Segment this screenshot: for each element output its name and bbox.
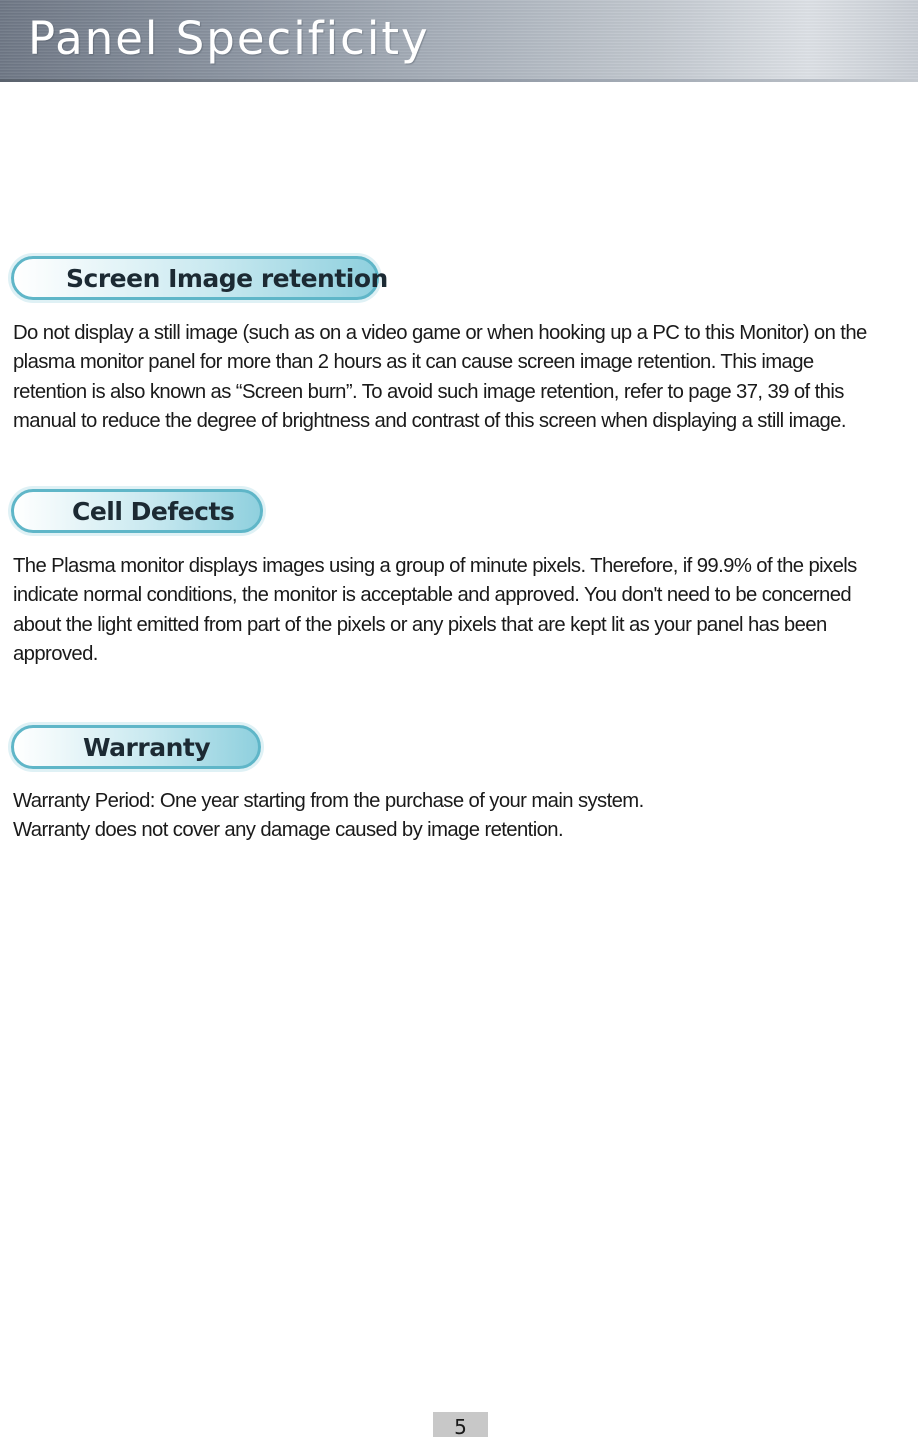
- section-heading-label: Cell Defects: [72, 497, 235, 526]
- section-heading-cell-defects: [11, 489, 263, 533]
- page-number: 5: [433, 1412, 488, 1437]
- section-body-warranty: Warranty Period: One year starting from the purchase of your main system. Warranty does not cover any damage caused by image retention.: [13, 790, 644, 842]
- header-banner: [0, 0, 918, 82]
- section-body-screen-image-retention: Do not display a still image (such as on a video game or when hooking up a PC to this Monitor) on the plasma monitor panel for more than 2 hours as it can cause screen image retention. This image retention is also known as “Screen burn”. To avoid such image retention, refer to page 37, 39 of this manual to reduce the degree of brightness and contrast of this screen when displaying a still image.: [13, 322, 867, 433]
- section-body-cell-defects: The Plasma monitor displays images using a group of minute pixels. Therefore, if 99.9% of the pixels indicate normal conditions, the monitor is acceptable and approved. You don't need to be concerned about the light emitted from part of the pixels or any pixels that are kept lit as your panel has been approved.: [13, 555, 857, 666]
- section-heading-warranty: [11, 725, 261, 769]
- section-heading-label: Warranty: [83, 733, 211, 762]
- section-heading-screen-image-retention: [11, 256, 388, 300]
- section-heading-label: Screen Image retention: [66, 264, 388, 293]
- page-title: Panel Specificity: [28, 12, 430, 65]
